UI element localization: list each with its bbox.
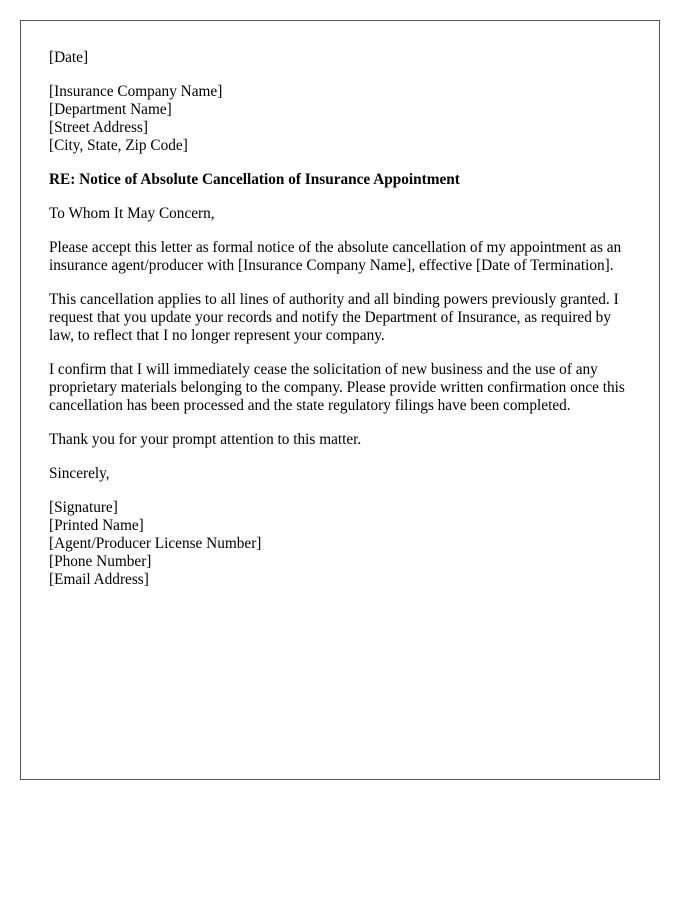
salutation: To Whom It May Concern, xyxy=(49,205,215,222)
date-line xyxy=(49,49,634,67)
recipient-department: [Department Name] xyxy=(49,101,172,118)
body-paragraph-4: Thank you for your prompt attention to this matter. xyxy=(49,431,362,448)
subject-line: RE: Notice of Absolute Cancellation of Insurance Appointment xyxy=(49,171,460,188)
letter-content xyxy=(49,49,634,605)
closing: Sincerely, xyxy=(49,465,110,482)
body-paragraph-1: Please accept this letter as formal notice of the absolute cancellation of my appointment as an insurance agent/producer with [Insurance Company Name], effective [Date of Termination]. xyxy=(49,239,622,274)
recipient-city-state-zip: [City, State, Zip Code] xyxy=(49,137,188,154)
license-number: [Agent/Producer License Number] xyxy=(49,535,262,552)
recipient-company: [Insurance Company Name] xyxy=(49,83,223,100)
letter-page xyxy=(20,20,660,780)
body-paragraph-3: I confirm that I will immediately cease the solicitation of new business and the use of any proprietary materials belonging to the company. Please provide written confirmation once this cancellation has been processed and the state regulatory filings have been completed. xyxy=(49,361,625,414)
recipient-address xyxy=(49,83,634,155)
letter-date: [Date] xyxy=(49,49,89,66)
signature: [Signature] xyxy=(49,499,118,516)
signature-block xyxy=(49,499,634,589)
recipient-street: [Street Address] xyxy=(49,119,148,136)
body-paragraph-2: This cancellation applies to all lines of authority and all binding powers previously granted. I request that you update your records and notify the Department of Insurance, as required by law, to reflect that I no longer represent your company. xyxy=(49,291,619,344)
email-address: [Email Address] xyxy=(49,571,149,588)
phone-number: [Phone Number] xyxy=(49,553,152,570)
printed-name: [Printed Name] xyxy=(49,517,144,534)
